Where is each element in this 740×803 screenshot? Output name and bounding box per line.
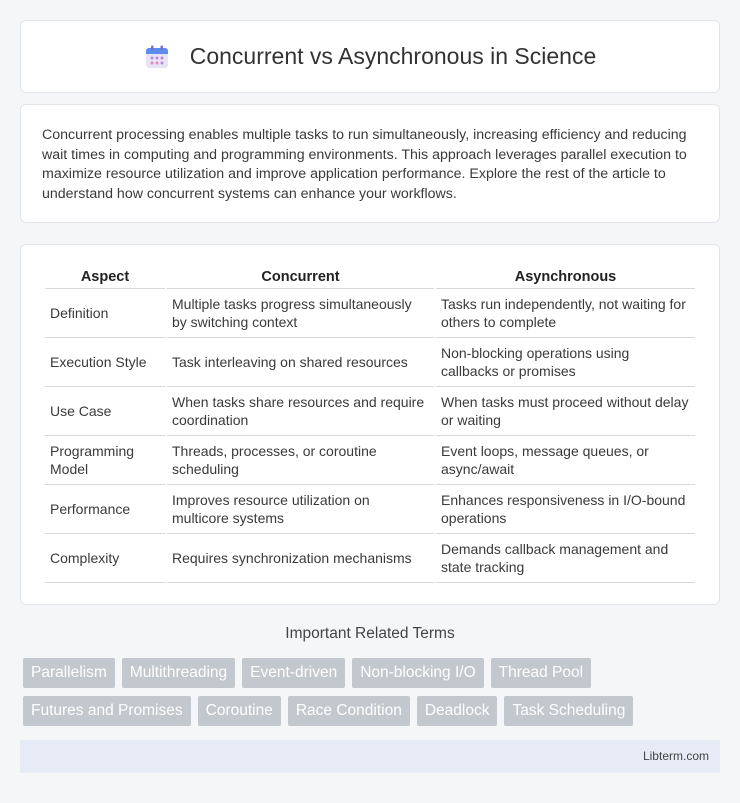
cell-asynchronous: Demands callback management and state tracking bbox=[436, 534, 695, 583]
tag-coroutine[interactable]: Coroutine bbox=[198, 696, 281, 726]
cell-asynchronous: Enhances responsiveness in I/O-bound operations bbox=[436, 485, 695, 534]
cell-asynchronous: When tasks must proceed without delay or waiting bbox=[436, 387, 695, 436]
table-row bbox=[45, 436, 695, 485]
table-row bbox=[45, 338, 695, 387]
tag-row bbox=[23, 658, 723, 688]
page-title: Concurrent vs Asynchronous in Science bbox=[189, 43, 597, 69]
related-terms-tags bbox=[23, 658, 723, 734]
related-terms-title: Important Related Terms bbox=[285, 625, 455, 642]
table-row bbox=[45, 387, 695, 436]
table-row bbox=[45, 534, 695, 583]
tag-deadlock[interactable]: Deadlock bbox=[417, 696, 498, 726]
cell-concurrent: Multiple tasks progress simultaneously by switching context bbox=[167, 289, 434, 338]
header-aspect: Aspect bbox=[45, 267, 165, 289]
cell-concurrent: Threads, processes, or coroutine scheduling bbox=[167, 436, 434, 485]
tag-row bbox=[23, 696, 723, 726]
cell-asynchronous: Non-blocking operations using callbacks or promises bbox=[436, 338, 695, 387]
comparison-table-card bbox=[20, 244, 720, 605]
intro-text: Concurrent processing enables multiple tasks to run simultaneously, increasing efficiency and reducing wait times in computing and programming environments. This approach leverages parallel execution to maximize resource utilization and improve application performance. Explore the rest of the article to understand how concurrent systems can enhance your workflows. bbox=[42, 127, 687, 202]
footer bbox=[20, 740, 720, 773]
tag-task-scheduling[interactable]: Task Scheduling bbox=[504, 696, 633, 726]
table-row bbox=[45, 485, 695, 534]
tag-event-driven[interactable]: Event-driven bbox=[242, 658, 345, 688]
cell-aspect: Programming Model bbox=[45, 436, 165, 485]
cell-concurrent: When tasks share resources and require coordination bbox=[167, 387, 434, 436]
cell-asynchronous: Event loops, message queues, or async/await bbox=[436, 436, 695, 485]
cell-aspect: Complexity bbox=[45, 534, 165, 583]
table-row bbox=[45, 289, 695, 338]
cell-aspect: Execution Style bbox=[45, 338, 165, 387]
table-header-row bbox=[45, 267, 695, 289]
tag-non-blocking-io[interactable]: Non-blocking I/O bbox=[352, 658, 483, 688]
cell-asynchronous: Tasks run independently, not waiting for others to complete bbox=[436, 289, 695, 338]
tag-race-condition[interactable]: Race Condition bbox=[288, 696, 410, 726]
tag-multithreading[interactable]: Multithreading bbox=[122, 658, 235, 688]
tag-futures-and-promises[interactable]: Futures and Promises bbox=[23, 696, 191, 726]
calendar-icon bbox=[144, 44, 170, 70]
cell-aspect: Definition bbox=[45, 289, 165, 338]
header-concurrent: Concurrent bbox=[167, 267, 434, 289]
cell-concurrent: Requires synchronization mechanisms bbox=[167, 534, 434, 583]
tag-parallelism[interactable]: Parallelism bbox=[23, 658, 115, 688]
header-card bbox=[20, 20, 720, 93]
header-asynchronous: Asynchronous bbox=[436, 267, 695, 289]
cell-aspect: Use Case bbox=[45, 387, 165, 436]
footer-brand[interactable]: Libterm.com bbox=[642, 749, 709, 763]
cell-concurrent: Improves resource utilization on multicore systems bbox=[167, 485, 434, 534]
comparison-table bbox=[43, 267, 697, 583]
intro-card bbox=[20, 104, 720, 223]
cell-concurrent: Task interleaving on shared resources bbox=[167, 338, 434, 387]
cell-aspect: Performance bbox=[45, 485, 165, 534]
tag-thread-pool[interactable]: Thread Pool bbox=[491, 658, 591, 688]
